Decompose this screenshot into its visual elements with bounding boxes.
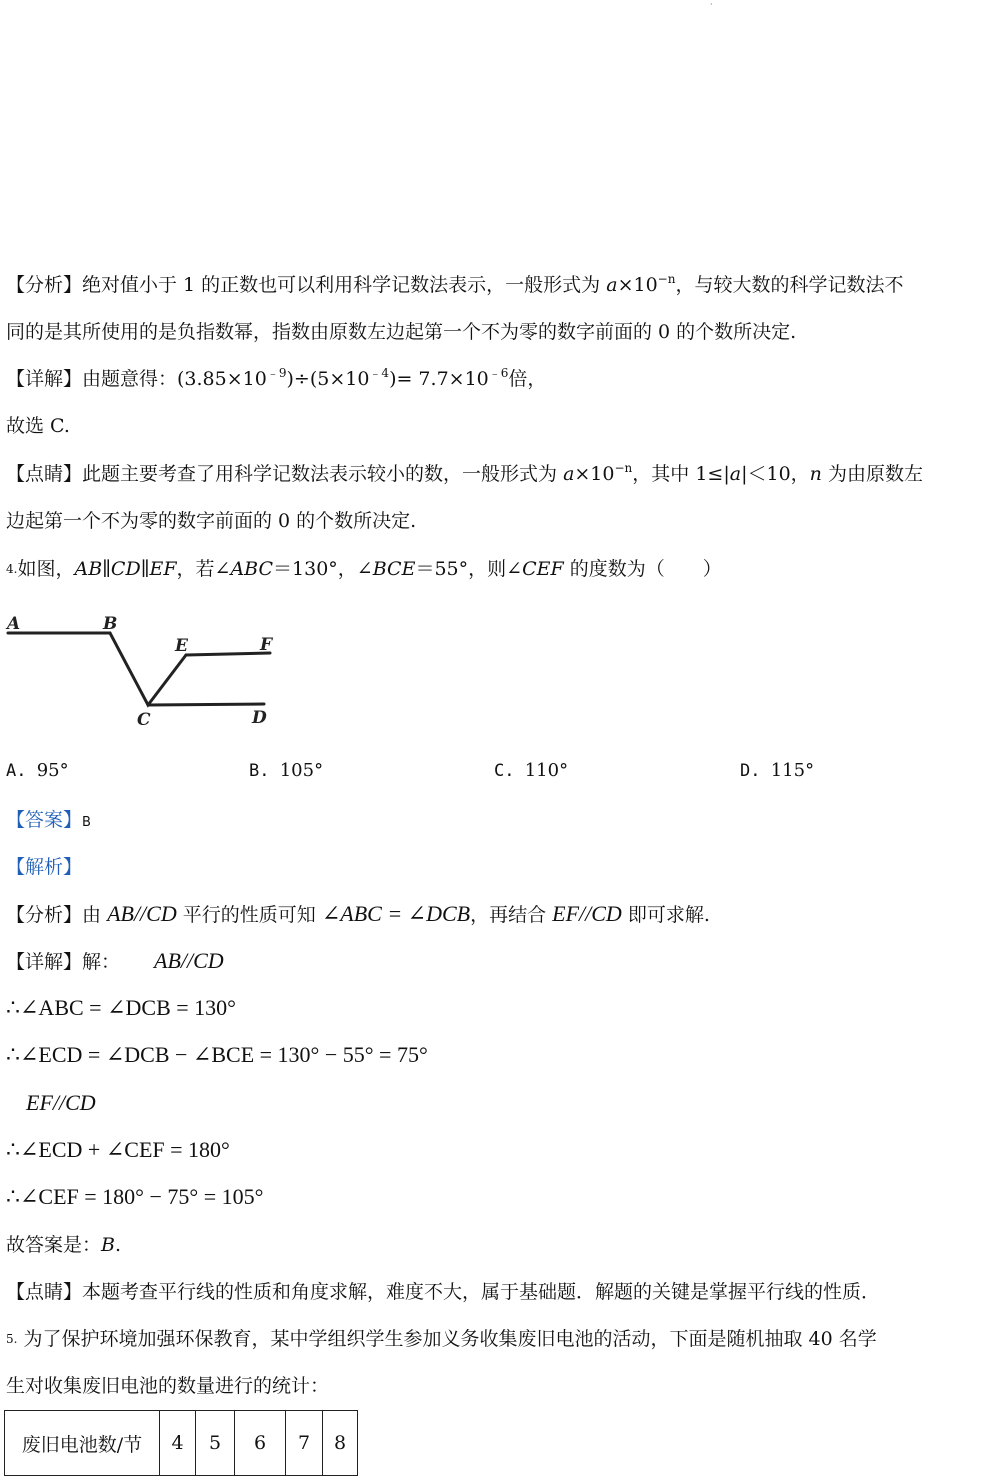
analysis-tag: 【分析】	[6, 274, 83, 296]
option-letter: D.	[740, 761, 761, 781]
step-2: ∴∠ECD = ∠DCB − ∠BCE = 130° − 55° = 75°	[6, 1042, 428, 1067]
option-b[interactable]	[249, 760, 323, 781]
q4-detail	[6, 948, 224, 975]
option-value: 95°	[36, 760, 69, 781]
analysis-text-b: 平行的性质可知	[176, 904, 322, 926]
q3-choose: 故选 C.	[6, 415, 70, 437]
analysis-text-a: 由	[82, 904, 108, 926]
q3-comment-line1	[6, 461, 923, 487]
step-1: ∴∠ABC = ∠DCB = 130°	[6, 995, 236, 1020]
table-row	[5, 1411, 358, 1476]
q3-detail	[6, 366, 546, 392]
step-4: ∴∠ECD + ∠CEF = 180°	[6, 1137, 230, 1162]
analysis-tag: 【分析】	[6, 904, 83, 926]
label-b: B	[103, 614, 118, 634]
q4-stem-d: ＝55°，则∠	[415, 558, 523, 580]
segment-ef	[186, 653, 270, 655]
detail-tag: 【详解】	[6, 368, 83, 390]
comment-tag: 【点睛】	[6, 1281, 83, 1303]
answer-tag: 【答案】	[6, 809, 83, 831]
step-3: EF//CD	[26, 1090, 96, 1115]
battery-stats-table	[4, 1410, 358, 1476]
q4-stem-a: 如图，	[17, 558, 75, 580]
comment-a: a	[563, 463, 575, 485]
option-a[interactable]	[6, 760, 69, 781]
q4-stem-e: 的度数为（ ）	[563, 558, 722, 580]
step-5: ∴∠CEF = 180° − 75° = 105°	[6, 1184, 264, 1209]
q5-stem-line2: 生对收集废旧电池的数量进行的统计：	[6, 1375, 330, 1397]
label-a: A	[7, 614, 21, 634]
detail-text-c: )= 7.7×10	[389, 368, 489, 390]
detail-tag: 【详解】	[6, 951, 83, 973]
comment-text-a: 此题主要考查了用科学记数法表示较小的数，一般形式为	[82, 463, 564, 485]
option-value: 105°	[279, 760, 324, 781]
detail-text: 解：	[82, 951, 121, 973]
table-header-cell: 废旧电池数/节	[5, 1411, 160, 1476]
comment-exp: −n	[614, 461, 633, 475]
comment-tag: 【点睛】	[6, 463, 83, 485]
q4-jiexi-tag: 【解析】	[6, 856, 83, 878]
analysis-text-d: 即可求解.	[621, 904, 710, 926]
table-cell: 6	[235, 1411, 286, 1476]
q3-analysis-line2: 同的是其所使用的是负指数幂，指数由原数左边起第一个不为零的数字前面的 0 的个数所决定.	[6, 321, 797, 343]
comment-text: 本题考查平行线的性质和角度求解，难度不大，属于基础题．解题的关键是掌握平行线的性质．	[82, 1281, 881, 1303]
analysis-math-2: ∠ABC = ∠DCB	[321, 901, 471, 926]
detail-exp3: ﹣6	[488, 366, 509, 380]
comment-text-b: ，其中 1≤|	[632, 463, 730, 485]
table-cell: 8	[323, 1411, 358, 1476]
formula-times: ×10	[617, 274, 658, 296]
q4-bce: BCE	[372, 558, 416, 580]
option-d[interactable]	[740, 760, 814, 781]
segment-cd	[148, 704, 264, 705]
analysis-text: 绝对值小于 1 的正数也可以利用科学记数法表示，一般形式为	[82, 274, 607, 296]
comment-text-c: |＜10，	[741, 463, 810, 485]
detail-exp1: ﹣9	[266, 366, 287, 380]
analysis-math-3: EF//CD	[552, 901, 622, 926]
final-letter: B	[101, 1234, 115, 1256]
label-d: D	[252, 708, 267, 728]
table-cell: 4	[160, 1411, 196, 1476]
comment-n: n	[809, 463, 822, 485]
answer-value: B	[82, 815, 91, 830]
q4-cef: CEF	[522, 558, 564, 580]
label-f: F	[260, 635, 273, 655]
option-c[interactable]	[494, 760, 568, 781]
formula-exp: −n	[657, 272, 676, 286]
detail-text-b: )÷(5×10	[286, 368, 370, 390]
q5-number: 5.	[6, 1332, 18, 1346]
detail-exp2: ﹣4	[369, 366, 390, 380]
final-text: 故答案是：	[6, 1234, 102, 1256]
detail-text-d: 倍，	[508, 368, 547, 390]
option-value: 115°	[770, 760, 815, 781]
final-dot: .	[114, 1234, 122, 1256]
q3-comment-line2: 边起第一个不为零的数字前面的 0 的个数所决定.	[6, 510, 417, 532]
q4-comment	[6, 1279, 880, 1305]
comment-a2: a	[729, 463, 742, 485]
option-letter: C.	[494, 761, 515, 781]
q4-number: 4.	[6, 562, 18, 576]
q4-parallel: AB∥CD∥EF	[74, 558, 177, 580]
q5-text: 为了保护环境加强环保教育，某中学组织学生参加义务收集废旧电池的活动，下面是随机抽取 40 名学	[23, 1328, 877, 1350]
parallel-lines-figure	[0, 600, 300, 740]
q4-analysis	[6, 901, 710, 928]
table-cell: 7	[286, 1411, 323, 1476]
detail-text-a: 由题意得：(3.85×10	[82, 368, 267, 390]
q4-stem-c: ＝130°，∠	[273, 558, 373, 580]
q4-stem	[6, 556, 722, 582]
comment-times: ×10	[574, 463, 615, 485]
option-value: 110°	[524, 760, 569, 781]
analysis-tail: ，与较大数的科学记数法不	[675, 274, 904, 296]
table-cell: 5	[196, 1411, 235, 1476]
comment-text-d: 为由原数左	[821, 463, 923, 485]
option-letter: A.	[6, 761, 27, 781]
top-mark: ·	[710, 0, 713, 9]
q4-stem-b: ，若∠	[176, 558, 231, 580]
analysis-text-c: ，再结合	[470, 904, 553, 926]
q4-final	[6, 1232, 121, 1258]
detail-math: AB//CD	[154, 948, 224, 973]
q3-analysis-line1	[6, 272, 903, 298]
formula-a: a	[606, 274, 618, 296]
q5-stem-line1	[6, 1326, 877, 1352]
label-e: E	[175, 636, 188, 656]
label-c: C	[137, 710, 151, 730]
option-letter: B.	[249, 761, 270, 781]
analysis-math-1: AB//CD	[107, 901, 177, 926]
q4-answer	[6, 807, 91, 836]
q4-abc: ABC	[230, 558, 274, 580]
